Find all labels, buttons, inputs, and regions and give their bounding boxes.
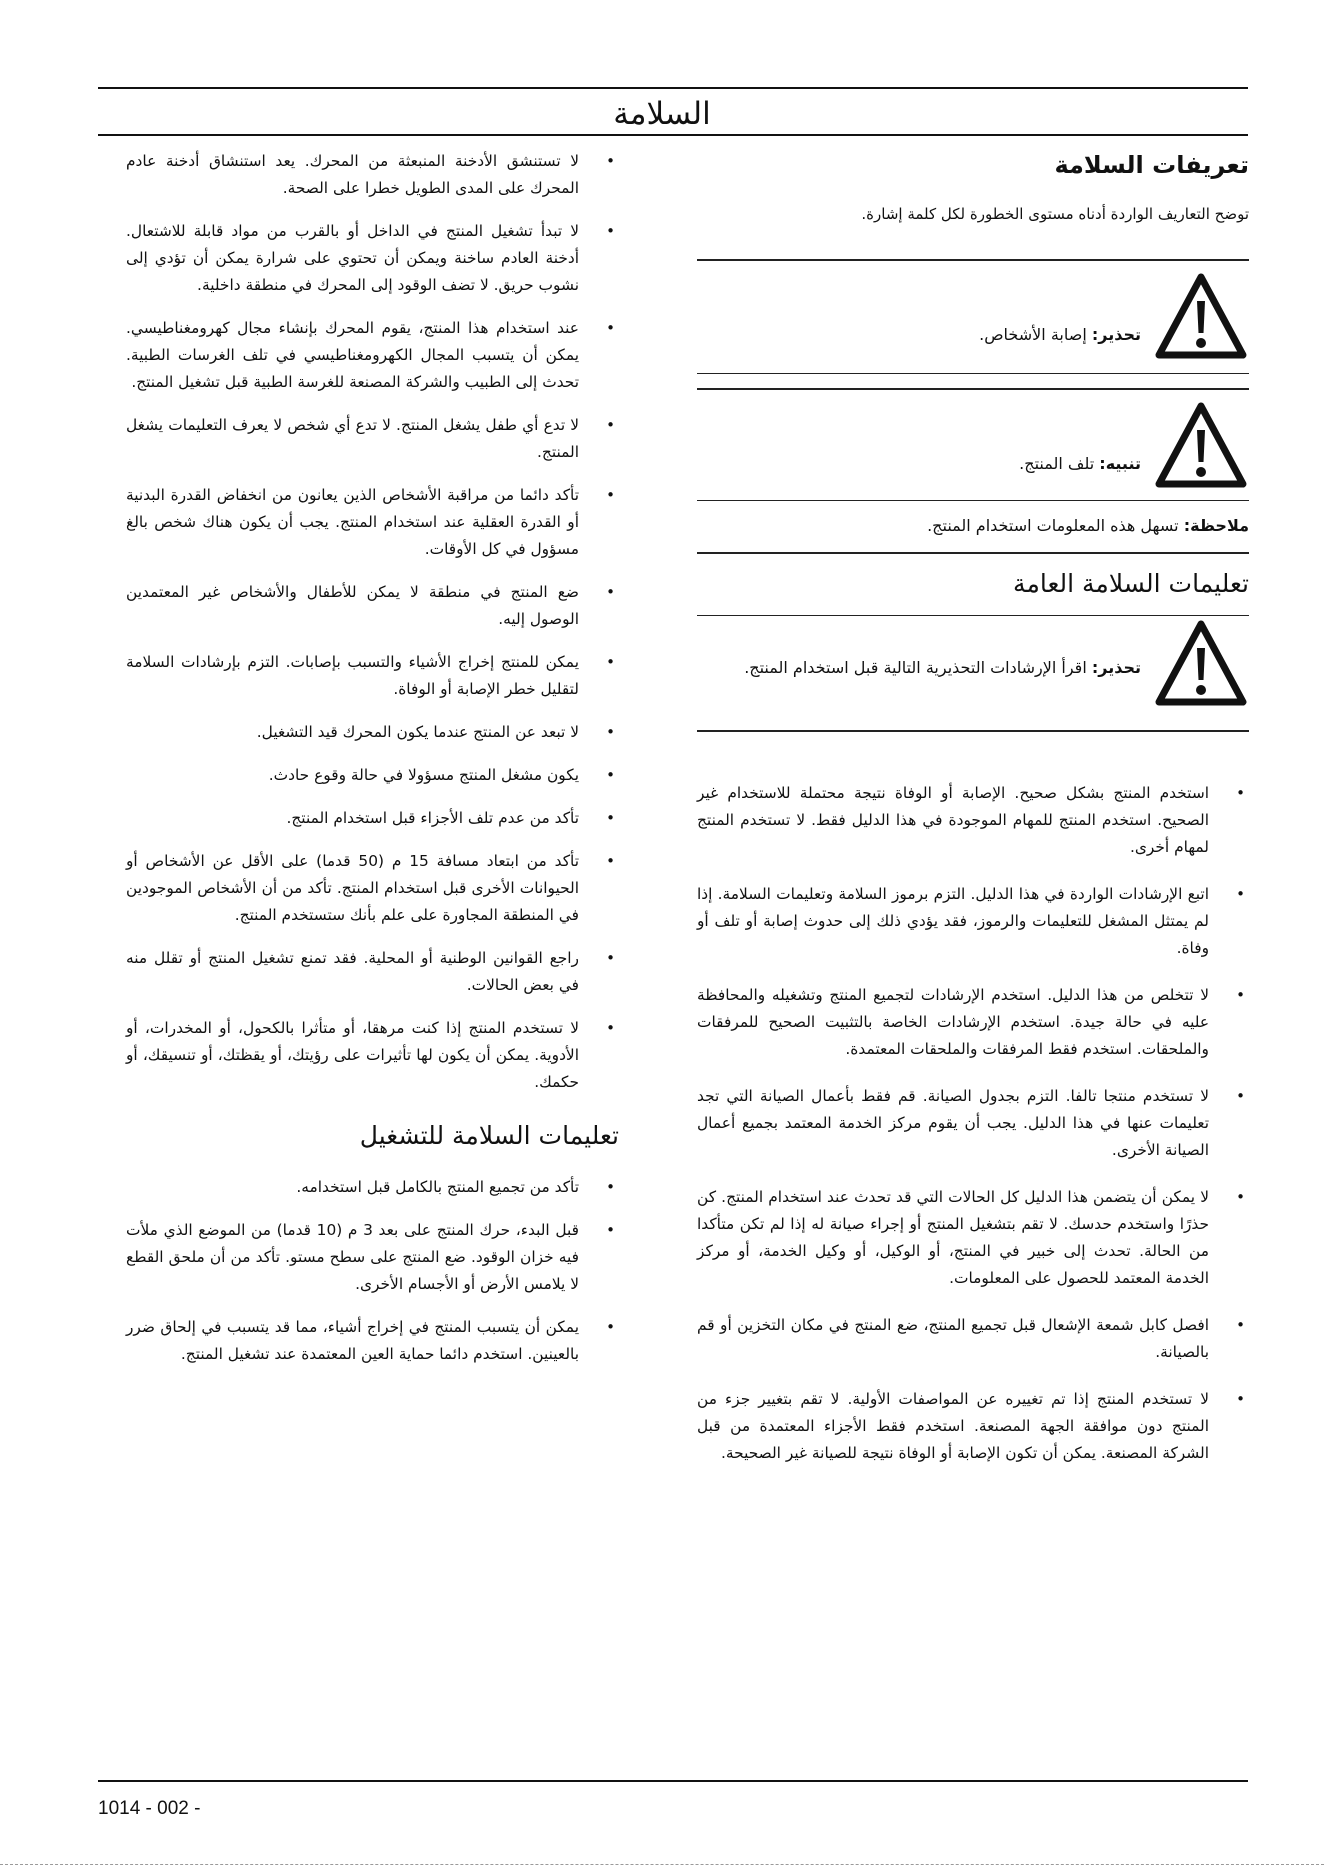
warning-definition [697,261,1249,361]
general-warning-label: تحذير: [1091,658,1141,677]
left-column [126,148,619,1368]
list-item: • تأكد من عدم تلف الأجزاء قبل استخدام المنتج. [126,805,619,832]
general-warning [697,616,1249,708]
list-item: • راجع القوانين الوطنية أو المحلية. فقد تمنع تشغيل المنتج أو تقلل منه في بعض الحالات. [126,945,619,999]
list-item: • يمكن للمنتج إخراج الأشياء والتسبب بإصابات. التزم بإرشادات السلامة لتقليل خطر الإصابة أو الوفاة. [126,649,619,703]
list-item: • لا تستخدم المنتج إذا تم تغييره عن المواصفات الأولية. لا تقم بتغيير جزء من المنتج دون موافقة الجهة المصنعة. استخدم فقط الأجزاء المعتمدة من قبل الشركة المصنعة. يمكن أن تكون الإصابة أو الوفاة نتيجة للصيانة غير الصحيحة. [697,1386,1249,1467]
general-safety-list-continued [126,148,619,1096]
general-warning-text [744,656,1153,708]
list-item: • لا تستخدم منتجا تالفا. التزم بجدول الصيانة. قم فقط بأعمال الصيانة التي تجد تعليمات عنها في هذا الدليل. يجب أن يقوم مركز الخدمة المعتمد بجميع أعمال الصيانة الأخرى. [697,1083,1249,1164]
operation-safety-heading: تعليمات السلامة للتشغيل [359,1121,619,1150]
list-item: • ضع المنتج في منطقة لا يمكن للأطفال والأشخاص غير المعتمدين الوصول إليه. [126,579,619,633]
caution-definition [697,390,1249,490]
list-item: • تأكد من تجميع المنتج بالكامل قبل استخدامه. [126,1174,619,1201]
list-item: • استخدم المنتج بشكل صحيح. الإصابة أو الوفاة نتيجة محتملة للاستخدام غير الصحيح. استخدم المنتج للمهام الموجودة في هذا الدليل فقط. لا تستخدم المنتج لمهام أخرى. [697,780,1249,861]
warning-description: إصابة الأشخاص. [979,324,1087,344]
list-item: • لا تبدأ تشغيل المنتج في الداخل أو بالقرب من مواد قابلة للاشتعال. أدخنة العادم ساخنة ويمكن أن تحتوي على شرارة يمكن أن تؤدي إلى نشوب حريق. لا تضف الوقود إلى المحرك في منطقة داخلية. [126,218,619,299]
list-item: • يمكن أن يتسبب المنتج في إخراج أشياء، مما قد يتسبب في إلحاق ضرر بالعينين. استخدم دائما حماية العين المعتمدة عند تشغيل المنتج. [126,1314,619,1368]
warning-triangle-icon [1153,618,1249,708]
general-safety-heading: تعليمات السلامة العامة [1013,568,1249,598]
warning-triangle-icon [1153,271,1249,361]
page-number: 1014 - 002 - [98,1798,201,1819]
list-item: • لا تدع أي طفل يشغل المنتج. لا تدع أي شخص لا يعرف التعليمات يشغل المنتج. [126,412,619,466]
list-item: • افصل كابل شمعة الإشعال قبل تجميع المنتج، ضع المنتج في مكان التخزين أو قم بالصيانة. [697,1312,1249,1366]
caution-label: تنبيه: [1099,453,1141,473]
list-item: • اتبع الإرشادات الواردة في هذا الدليل. التزم برموز السلامة وتعليمات السلامة. إذا لم يمتثل المشغل للتعليمات والرموز، فقد يؤدي ذلك إلى حدوث إصابة أو تلف أو وفاة. [697,881,1249,962]
warning-label: تحذير: [1091,324,1141,344]
list-item: • لا تبعد عن المنتج عندما يكون المحرك قيد التشغيل. [126,719,619,746]
footer-rule [98,1780,1248,1782]
note-label: ملاحظة: [1183,516,1249,535]
right-column [697,148,1249,1467]
definitions-intro: توضح التعاريف الواردة أدناه مستوى الخطورة لكل كلمة إشارة. [861,205,1249,223]
definitions-heading: تعريفات السلامة [1054,151,1249,179]
header-bottom-rule [98,134,1248,136]
general-warning-description: اقرأ الإرشادات التحذيرية التالية قبل استخدام المنتج. [744,658,1087,677]
list-item: • تأكد دائما من مراقبة الأشخاص الذين يعانون من انخفاض القدرة البدنية أو القدرة العقلية عند استخدام المنتج. يجب أن يكون هناك شخص بالغ مسؤول في كل الأوقات. [126,482,619,563]
crop-line [0,1864,1324,1865]
list-item: • لا تستنشق الأدخنة المنبعثة من المحرك. يعد استنشاق أدخنة عادم المحرك على المدى الطويل خطرا على الصحة. [126,148,619,202]
operation-safety-list [126,1174,619,1368]
caution-definition-text [1019,452,1153,490]
list-item: • لا تستخدم المنتج إذا كنت مرهقا، أو متأثرا بالكحول، أو المخدرات، أو الأدوية. يمكن أن يكون لها تأثيرات على رؤيتك، أو يقظتك، أو تنسيقك، أو حكمك. [126,1015,619,1096]
header-top-rule [98,87,1248,89]
note-definition [697,501,1249,552]
list-item: • عند استخدام هذا المنتج، يقوم المحرك بإنشاء مجال كهرومغناطيسي. يمكن أن يتسبب المجال الكهرومغناطيسي في تلف الغرسات الطبية. تحدث إلى الطبيب والشركة المصنعة للغرسة الطبية قبل تشغيل المنتج. [126,315,619,396]
caution-description: تلف المنتج. [1019,453,1095,473]
list-item: • قبل البدء، حرك المنتج على بعد 3 م (10 قدما) من الموضع الذي ملأت فيه خزان الوقود. ضع المنتج على سطح مستو. تأكد من أن ملحق القطع لا يلامس الأرض أو الأجسام الأخرى. [126,1217,619,1298]
list-item: • لا تتخلص من هذا الدليل. استخدم الإرشادات لتجميع المنتج وتشغيله والمحافظة عليه في حالة جيدة. استخدم الإرشادات الخاصة بالتثبيت الصحيح للمرفقات والملحقات. استخدم فقط المرفقات والملحقات المعتمدة. [697,982,1249,1063]
page-title: السلامة [613,96,711,132]
caution-triangle-icon [1153,400,1249,490]
list-item: • تأكد من ابتعاد مسافة 15 م (50 قدما) على الأقل عن الأشخاص أو الحيوانات الأخرى قبل استخدام المنتج. تأكد من أن الأشخاص الموجودين في المنطقة المجاورة على علم بأنك ستستخدم المنتج. [126,848,619,929]
warning-definition-text [979,323,1153,361]
general-safety-list [697,780,1249,1467]
note-description: تسهل هذه المعلومات استخدام المنتج. [927,516,1179,535]
list-item: • يكون مشغل المنتج مسؤولا في حالة وقوع حادث. [126,762,619,789]
list-item: • لا يمكن أن يتضمن هذا الدليل كل الحالات التي قد تحدث عند استخدام المنتج. كن حذرًا واستخدم حدسك. لا تقم بتشغيل المنتج أو إجراء صيانة له إذا لم تكن متأكدا من الحالة. تحدث إلى خبير في المنتج، أو الوكيل، أو وكيل الخدمة، أو مركز الخدمة المعتمد للحصول على المعلومات. [697,1184,1249,1292]
